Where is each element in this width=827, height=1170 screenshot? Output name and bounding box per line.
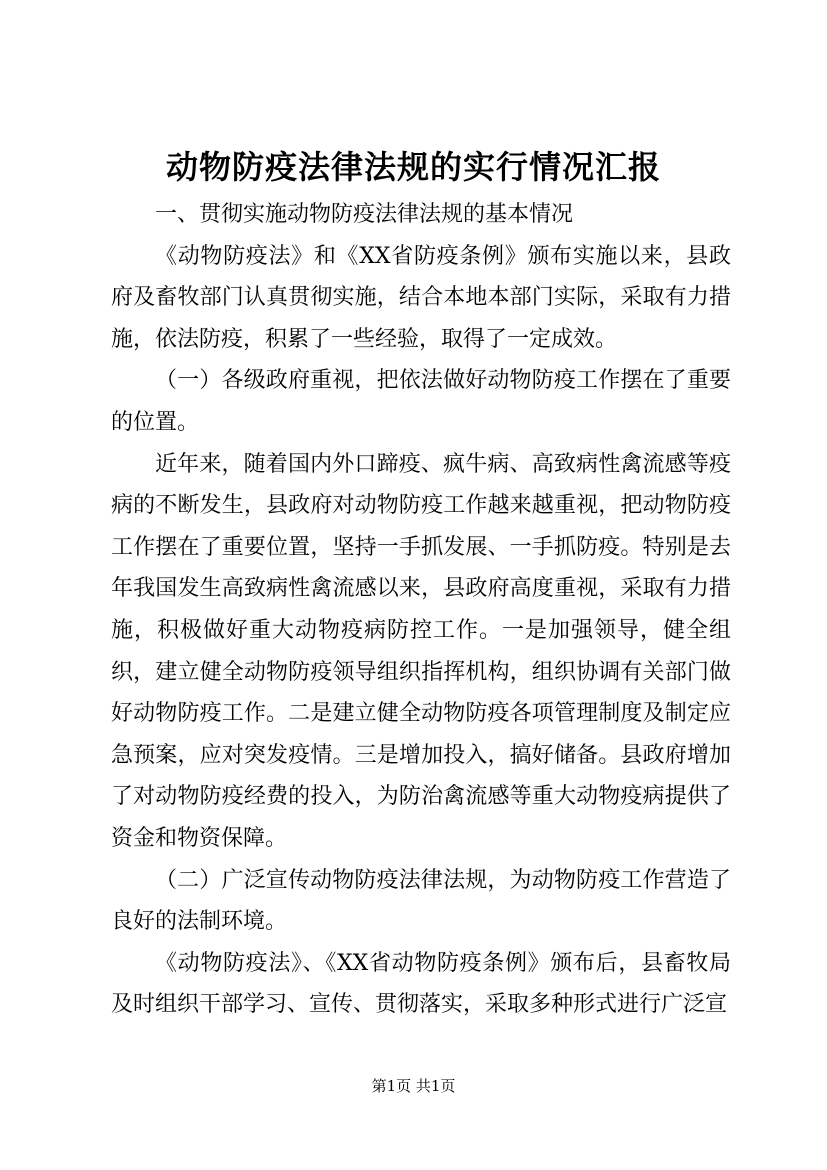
subsection-heading: （一）各级政府重视，把依法做好动物防疫工作摆在了重要的位置。 xyxy=(111,368,731,435)
section-heading: 一、贯彻实施动物防疫法律法规的基本情况 xyxy=(155,202,574,227)
page-footer: 第1页 共1页 xyxy=(371,1077,456,1095)
paragraph: 《动物防疫法》和《XX省防疫条例》颁布实施以来，县政府及畜牧部门认真贯彻实施，结合本地本部门实际，采取有力措施，依法防疫，积累了一些经验，取得了一定成效。 xyxy=(111,243,731,352)
document-title: 动物防疫法律法规的实行情况汇报 xyxy=(165,148,661,186)
document-body xyxy=(111,194,731,1026)
subsection-heading: （二）广泛宣传动物防疫法律法规，为动物防疫工作营造了良好的法制环境。 xyxy=(111,867,731,935)
paragraph: 《动物防疫法》、《XX省动物防疫条例》颁布后，县畜牧局及时组织干部学习、宣传、贯彻落实，采取多种形式进行广泛宣 xyxy=(111,950,731,1018)
paragraph: 近年来，随着国内外口蹄疫、疯牛病、高致病性禽流感等疫病的不断发生，县政府对动物防疫工作越来越重视，把动物防疫工作摆在了重要位置，坚持一手抓发展、一手抓防疫。特别是去年我国发生高致病性禽流感以来，县政府高度重视，采取有力措施，积极做好重大动物疫病防控工作。一是加强领导，健全组织，建立健全动物防疫领导组织指挥机构，组织协调有关部门做好动物防疫工作。二是建立健全动物防疫各项管理制度及制定应急预案，应对突发疫情。三是增加投入，搞好储备。县政府增加了对动物防疫经费的投入，为防治禽流感等重大动物疫病提供了资金和物资保障。 xyxy=(111,451,731,851)
